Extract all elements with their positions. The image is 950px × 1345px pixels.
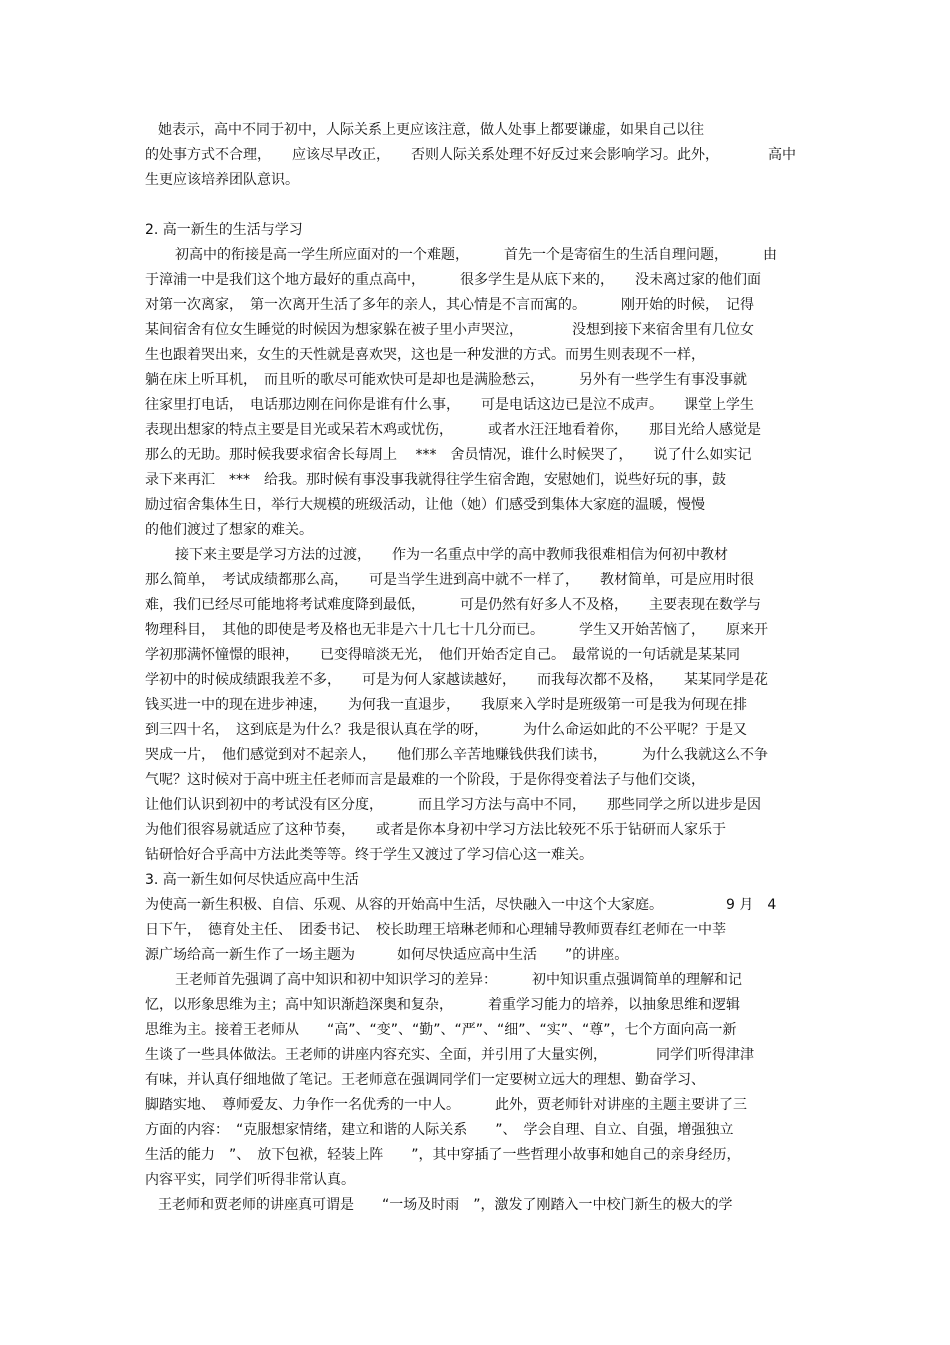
text-line: 让他们认识到初中的考试没有区分度， 而且学习方法与高中不同， 那些同学之所以进步是因 bbox=[145, 797, 761, 813]
text-line: 忆，以形象思维为主；高中知识渐趋深奥和复杂， 着重学习能力的培养，以抽象思维和逻辑 bbox=[145, 997, 740, 1013]
text-line: 励过宿舍集体生日，举行大规模的班级活动，让他（她）们感受到集体大家庭的温暖，慢慢 bbox=[145, 497, 705, 513]
text-line: 钻研恰好合乎高中方法此类等等。终于学生又渡过了学习信心这一难关。 bbox=[145, 847, 593, 863]
text-line: 的处事方式不合理， 应该尽早改正， 否则人际关系处理不好反过来会影响学习。此外， 高中 bbox=[145, 147, 796, 163]
text-line: 她表示，高中不同于初中，人际关系上更应该注意，做人处事上都要谦虚，如果自己以往 bbox=[158, 122, 704, 138]
text-line: 王老师和贾老师的讲座真可谓是 “一场及时雨 ”，激发了刚踏入一中校门新生的极大的学 bbox=[158, 1197, 733, 1213]
text-line: 有味，并认真仔细地做了笔记。王老师意在强调同学们一定要树立远大的理想、勤奋学习、 bbox=[145, 1072, 705, 1088]
text-line: 思维为主。接着王老师从 “高”、“变”、“勤”、“严”、“细”、“实”、“尊”，七个方面向高一新 bbox=[145, 1022, 737, 1038]
text-line: 接下来主要是学习方法的过渡， 作为一名重点中学的高中教师我很难相信为何初中教材 bbox=[175, 547, 728, 563]
text-line: 学初那满怀憧憬的眼神， 已变得暗淡无光， 他们开始否定自己。 最常说的一句话就是某某同 bbox=[145, 647, 740, 663]
text-line: 物理科目， 其他的即使是考及格也无非是六十几七十几分而已。 学生又开始苦恼了， 原来开 bbox=[145, 622, 768, 638]
text-line: 那么的无助。那时候我要求宿舍长每周上 *** 舍员情况，谁什么时候哭了， 说了什么如实记 bbox=[145, 447, 752, 463]
text-line: 生更应该培养团队意识。 bbox=[145, 172, 299, 188]
text-line: 气呢？这时候对于高中班主任老师而言是最难的一个阶段，于是你得变着法子与他们交谈， bbox=[145, 772, 705, 788]
section-heading: 3. 高一新生如何尽快适应高中生活 bbox=[145, 872, 359, 888]
text-line: 表现出想家的特点主要是目光或呆若木鸡或忧伤， 或者水汪汪地看着你， 那目光给人感觉是 bbox=[145, 422, 761, 438]
text-line: 生活的能力 ”、 放下包袱，轻装上阵 ”，其中穿插了一些哲理小故事和她自己的亲身经历， bbox=[145, 1147, 741, 1163]
text-line: 于漳浦一中是我们这个地方最好的重点高中， 很多学生是从底下来的， 没未离过家的他们面 bbox=[145, 272, 761, 288]
text-line: 躺在床上听耳机， 而且听的歌尽可能欢快可是却也是满脸愁云， 另外有一些学生有事没事就 bbox=[145, 372, 747, 388]
text-line: 学初中的时候成绩跟我差不多， 可是为何人家越读越好， 而我每次都不及格， 某某同学是花 bbox=[145, 672, 768, 688]
text-line: 为他们很容易就适应了这种节奏， 或者是你本身初中学习方法比较死不乐于钻研而人家乐于 bbox=[145, 822, 726, 838]
text-line: 脚踏实地、 尊师爱友、力争作一名优秀的一中人。 此外，贾老师针对讲座的主题主要讲了三 bbox=[145, 1097, 747, 1113]
text-line: 往家里打电话， 电话那边刚在问你是谁有什么事， 可是电话这边已是泣不成声。 课堂上学生 bbox=[145, 397, 754, 413]
text-line: 的他们渡过了想家的难关。 bbox=[145, 522, 313, 538]
text-line: 初高中的衔接是高一学生所应面对的一个难题， 首先一个是寄宿生的生活自理问题， 由 bbox=[175, 247, 777, 263]
text-line: 某间宿舍有位女生睡觉的时候因为想家躲在被子里小声哭泣， 没想到接下来宿舍里有几位女 bbox=[145, 322, 754, 338]
text-line: 王老师首先强调了高中知识和初中知识学习的差异： 初中知识重点强调简单的理解和记 bbox=[175, 972, 742, 988]
section-heading: 2. 高一新生的生活与学习 bbox=[145, 222, 303, 238]
text-line: 哭成一片， 他们感觉到对不起亲人， 他们那么辛苦地赚钱供我们读书， 为什么我就这么不争 bbox=[145, 747, 768, 763]
text-line: 对第一次离家， 第一次离开生活了多年的亲人，其心情是不言而寓的。 刚开始的时候， 记得 bbox=[145, 297, 754, 313]
text-line: 那么简单， 考试成绩都那么高， 可是当学生进到高中就不一样了， 教材简单，可是应用时很 bbox=[145, 572, 754, 588]
text-line: 生也跟着哭出来，女生的天性就是喜欢哭，这也是一种发泄的方式。而男生则表现不一样， bbox=[145, 347, 705, 363]
text-line: 生谈了一些具体做法。王老师的讲座内容充实、全面，并引用了大量实例， 同学们听得津津 bbox=[145, 1047, 754, 1063]
text-line: 录下来再汇 *** 给我。那时候有事没事我就得往学生宿舍跑，安慰她们，说些好玩的事，鼓 bbox=[145, 472, 726, 488]
text-line: 难，我们已经尽可能地将考试难度降到最低， 可是仍然有好多人不及格， 主要表现在数学与 bbox=[145, 597, 761, 613]
text-line: 内容平实，同学们听得非常认真。 bbox=[145, 1172, 355, 1188]
text-line: 为使高一新生积极、自信、乐观、从容的开始高中生活，尽快融入一中这个大家庭。 9 月 4 bbox=[145, 897, 777, 913]
text-line: 源广场给高一新生作了一场主题为 如何尽快适应高中生活 ”的讲座。 bbox=[145, 947, 629, 963]
text-line: 日下午， 德育处主任、 团委书记、 校长助理王培琳老师和心理辅导教师贾春红老师在一中莘 bbox=[145, 922, 726, 938]
text-line: 钱买进一中的现在进步神速， 为何我一直退步， 我原来入学时是班级第一可是我为何现在排 bbox=[145, 697, 747, 713]
text-line: 到三四十名， 这到底是为什么？我是很认真在学的呀， 为什么命运如此的不公平呢？于是又 bbox=[145, 722, 747, 738]
text-line: 方面的内容： “克服想家情绪，建立和谐的人际关系 ”、 学会自理、自立、自强，增强独立 bbox=[145, 1122, 734, 1138]
